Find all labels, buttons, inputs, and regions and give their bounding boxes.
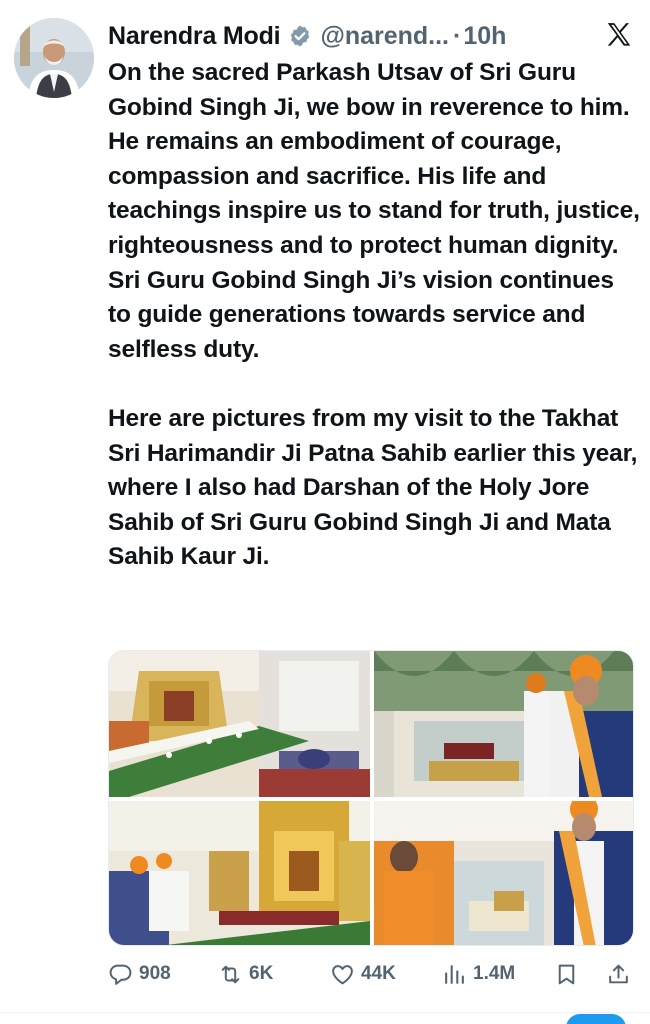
bookmark-button[interactable] — [554, 962, 579, 987]
tweet-paragraph-1: On the sacred Parkash Utsav of Sri Guru Gobind Singh Ji, we bow in reverence to him. He remains an embodiment of courage, compassion and sacrifice. His life and teachings inspire us to stand for truth, justice, righteousness and to protect human dignity. Sri Guru Gobind Singh Ji’s vision continues to guide generations towards service and selfless duty. — [108, 59, 640, 363]
share-button[interactable] — [606, 962, 631, 987]
media-grid — [108, 650, 634, 946]
tweet-text — [108, 56, 642, 575]
repost-count: 6K — [249, 963, 274, 984]
author-handle[interactable]: @narend... — [320, 21, 450, 50]
repost-button[interactable] — [218, 962, 273, 987]
share-icon — [606, 962, 631, 987]
separator-dot: · — [453, 21, 462, 50]
bookmark-icon — [554, 962, 579, 987]
like-count: 44K — [361, 963, 396, 984]
avatar[interactable] — [14, 18, 94, 98]
photo-2[interactable] — [374, 651, 634, 797]
photo-4[interactable] — [374, 801, 634, 946]
x-logo-icon — [604, 20, 634, 50]
photo-1[interactable] — [109, 651, 370, 797]
views-chart-icon — [442, 962, 467, 987]
action-bar — [108, 956, 634, 992]
verified-badge-icon[interactable] — [288, 24, 312, 48]
view-count: 1.4M — [473, 963, 516, 984]
divider — [0, 1012, 650, 1013]
reply-count: 908 — [139, 963, 171, 984]
avatar-image — [14, 18, 94, 98]
floating-compose-button-edge[interactable] — [566, 1014, 626, 1024]
views-button[interactable] — [442, 962, 515, 987]
reply-button[interactable] — [108, 962, 171, 987]
tweet-paragraph-2: Here are pictures from my visit to the Takhat Sri Harimandir Ji Patna Sahib earlier this year, where I also had Darshan of the Holy Jore Sahib of Sri Guru Gobind Singh Ji and Mata Sahib Kaur Ji. — [108, 404, 638, 571]
reply-icon — [108, 962, 133, 987]
author-name[interactable]: Narendra Modi — [108, 21, 281, 50]
tweet-header — [108, 18, 634, 54]
photo-3[interactable] — [109, 801, 370, 946]
heart-icon — [330, 962, 355, 987]
repost-icon — [218, 962, 243, 987]
post-time[interactable]: 10h — [463, 21, 507, 50]
like-button[interactable] — [330, 962, 396, 987]
